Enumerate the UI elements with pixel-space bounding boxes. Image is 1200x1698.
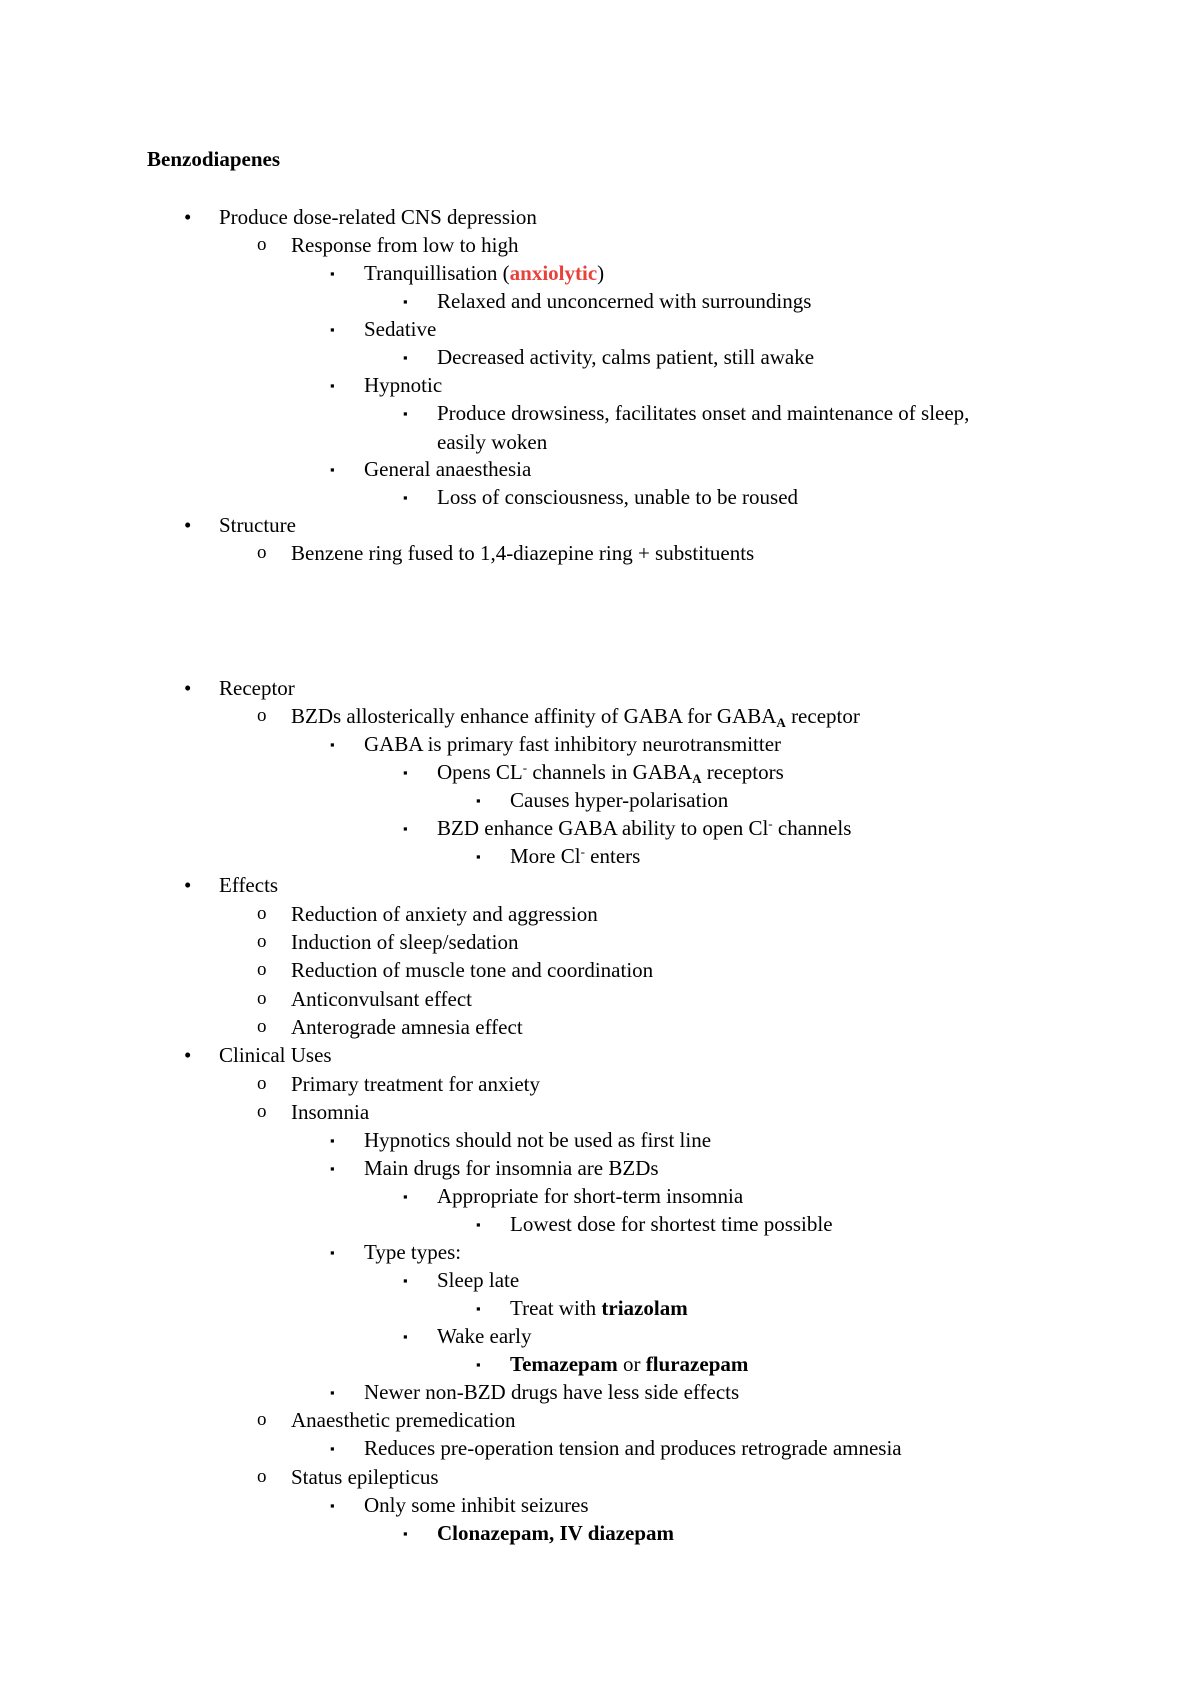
bullet-l2: o xyxy=(257,931,267,952)
list-item: Reduction of anxiety and aggression xyxy=(291,902,598,926)
list-item: Anticonvulsant effect xyxy=(291,987,472,1011)
bullet-l3: ▪ xyxy=(330,1161,335,1176)
list-item: Newer non-BZD drugs have less side effects xyxy=(364,1380,740,1404)
bullet-l3: ▪ xyxy=(330,1441,335,1456)
list-item: Wake early xyxy=(437,1324,532,1348)
list-item: Clinical Uses xyxy=(219,1043,332,1067)
drug-name: flurazepam xyxy=(645,1352,749,1376)
list-item: Induction of sleep/sedation xyxy=(291,930,519,954)
bullet-l3: ▪ xyxy=(403,294,408,309)
bullet-l3: ▪ xyxy=(330,1498,335,1513)
bullet-l3: ▪ xyxy=(330,378,335,393)
bullet-l3: ▪ xyxy=(330,1133,335,1148)
bullet-l3: ▪ xyxy=(330,1385,335,1400)
list-item: BZD enhance GABA ability to open Cl- channels xyxy=(437,816,852,840)
bullet-l1: • xyxy=(184,873,192,897)
bullet-l1: • xyxy=(184,676,192,700)
bullet-l3: ▪ xyxy=(476,793,481,808)
list-item: Structure xyxy=(219,513,296,537)
bullet-l3: ▪ xyxy=(403,1273,408,1288)
list-item: Hypnotic xyxy=(364,373,443,397)
list-item: Produce dose-related CNS depression xyxy=(219,205,537,229)
bullet-l3: ▪ xyxy=(403,1189,408,1204)
bullet-l3: ▪ xyxy=(330,737,335,752)
bullet-l2: o xyxy=(257,542,267,563)
bullet-l3: ▪ xyxy=(403,1329,408,1344)
bullet-l3: ▪ xyxy=(330,322,335,337)
bullet-l2: o xyxy=(257,705,267,726)
bullet-l2: o xyxy=(257,959,267,980)
list-item: Causes hyper-polarisation xyxy=(510,788,729,812)
list-item xyxy=(437,1521,674,1545)
list-item: Lowest dose for shortest time possible xyxy=(510,1212,833,1236)
bullet-l2: o xyxy=(257,1409,267,1430)
bullet-l2: o xyxy=(257,903,267,924)
list-item: Type types: xyxy=(364,1240,462,1264)
list-item: Treat with triazolam xyxy=(510,1296,688,1320)
list-item: Appropriate for short-term insomnia xyxy=(437,1184,744,1208)
list-item: More Cl- enters xyxy=(510,844,641,868)
list-item-continuation: easily woken xyxy=(437,430,548,454)
bullet-l3: ▪ xyxy=(330,1245,335,1260)
list-item: Tranquillisation (anxiolytic) xyxy=(364,261,605,285)
bullet-l3: ▪ xyxy=(476,1357,481,1372)
bullet-l3: ▪ xyxy=(403,821,408,836)
list-item: Reduces pre-operation tension and produces retrograde amnesia xyxy=(364,1436,902,1460)
bullet-l3: ▪ xyxy=(476,849,481,864)
bullet-l2: o xyxy=(257,988,267,1009)
list-item: Relaxed and unconcerned with surroundings xyxy=(437,289,812,313)
bullet-l3: ▪ xyxy=(403,490,408,505)
bullet-l1: • xyxy=(184,1043,192,1067)
bullet-l1: • xyxy=(184,513,192,537)
list-item: Insomnia xyxy=(291,1100,370,1124)
bullet-l2: o xyxy=(257,1466,267,1487)
bullet-l2: o xyxy=(257,234,267,255)
bullet-l2: o xyxy=(257,1073,267,1094)
drug-name: Clonazepam, IV diazepam xyxy=(437,1521,675,1545)
list-item: Sleep late xyxy=(437,1268,520,1292)
list-item: Produce drowsiness, facilitates onset and maintenance of sleep, xyxy=(437,401,970,425)
list-item: General anaesthesia xyxy=(364,457,532,481)
list-item: Decreased activity, calms patient, still awake xyxy=(437,345,815,369)
bullet-l2: o xyxy=(257,1016,267,1037)
list-item: Effects xyxy=(219,873,279,897)
bullet-l3: ▪ xyxy=(476,1301,481,1316)
list-item: Receptor xyxy=(219,676,295,700)
list-item: Anaesthetic premedication xyxy=(291,1408,516,1432)
drug-name: triazolam xyxy=(601,1296,688,1320)
list-item: BZDs allosterically enhance affinity of GABA for $GABA_A$ receptor xyxy=(291,704,860,730)
list-item: Benzene ring fused to 1,4-diazepine ring + substituents xyxy=(291,541,755,565)
bullet-l3: ▪ xyxy=(330,266,335,281)
bullet-l3: ▪ xyxy=(403,406,408,421)
bullet-l3: ▪ xyxy=(403,1526,408,1541)
page-title: Benzodiapenes xyxy=(147,147,281,171)
list-item: Status epilepticus xyxy=(291,1465,439,1489)
list-item: Primary treatment for anxiety xyxy=(291,1072,540,1096)
list-item: Opens CL- channels in $GABA_A$ receptors xyxy=(437,760,784,786)
bullet-l2: o xyxy=(257,1101,267,1122)
list-item: Response from low to high xyxy=(291,233,519,257)
anxiolytic-highlight: anxiolytic xyxy=(509,261,598,285)
list-item: Main drugs for insomnia are BZDs xyxy=(364,1156,659,1180)
list-item: Anterograde amnesia effect xyxy=(291,1015,523,1039)
drug-name: Temazepam xyxy=(510,1352,618,1376)
list-item: Temazepam or flurazepam xyxy=(510,1352,749,1376)
bullet-l3: ▪ xyxy=(403,765,408,780)
bullet-l3: ▪ xyxy=(476,1217,481,1232)
list-item: Hypnotics should not be used as first line xyxy=(364,1128,712,1152)
list-item: Reduction of muscle tone and coordination xyxy=(291,958,654,982)
list-item: Sedative xyxy=(364,317,437,341)
bullet-l3: ▪ xyxy=(403,350,408,365)
list-item: Only some inhibit seizures xyxy=(364,1493,589,1517)
list-item: Loss of consciousness, unable to be roused xyxy=(437,485,799,509)
bullet-l3: ▪ xyxy=(330,462,335,477)
list-item: GABA is primary fast inhibitory neurotransmitter xyxy=(364,732,782,756)
bullet-l1: • xyxy=(184,205,192,229)
